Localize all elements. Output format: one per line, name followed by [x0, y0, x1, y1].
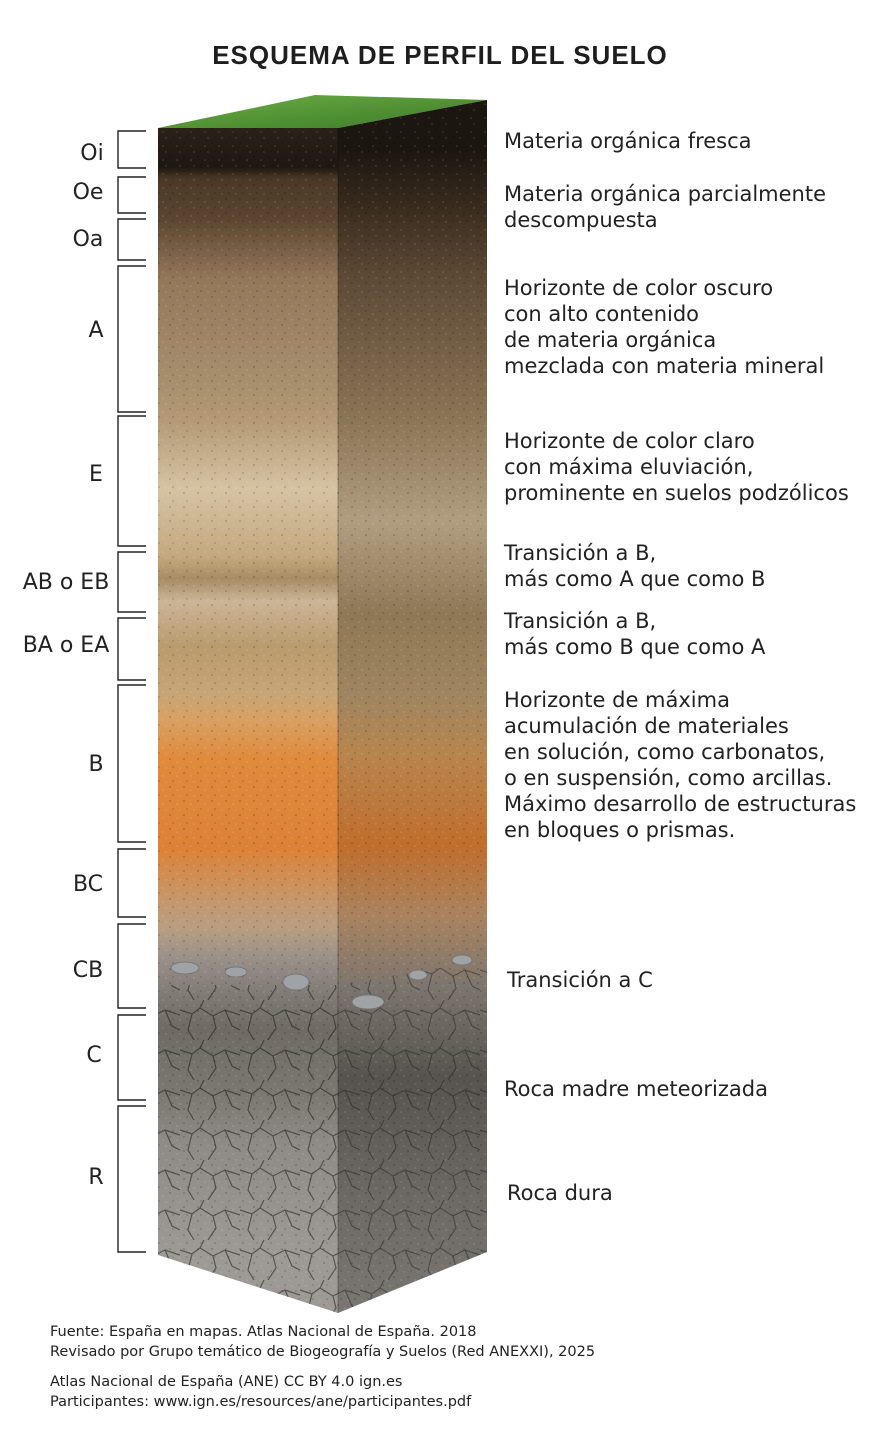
- horizon-code-a: A: [88, 318, 104, 343]
- description-line: en solución, como carbonatos,: [504, 740, 826, 764]
- description-line: Máximo desarrollo de estructuras: [504, 792, 857, 816]
- horizon-code-oa: Oa: [72, 227, 104, 252]
- description-line: Horizonte de máxima: [504, 688, 730, 712]
- credits-source: Fuente: España en mapas. Atlas Nacional de España. 2018: [50, 1324, 477, 1340]
- description-line: más como A que como B: [504, 567, 766, 591]
- credits-participants: Participantes: www.ign.es/resources/ane/participantes.pdf: [50, 1394, 472, 1410]
- description-line: Horizonte de color oscuro: [504, 276, 774, 300]
- bracket-ba-o-ea: [118, 618, 146, 680]
- credits-license: Atlas Nacional de España (ANE) CC BY 4.0 ign.es: [50, 1374, 403, 1390]
- horizon-code-ba-ea: BA o EA: [22, 633, 110, 658]
- description-e: [504, 428, 874, 506]
- description-ab-eb: [504, 540, 874, 592]
- description-line: con máxima eluviación,: [504, 455, 754, 479]
- horizon-code-oe: Oe: [72, 180, 104, 205]
- horizon-code-bc: BC: [72, 872, 104, 897]
- horizon-code-c: C: [86, 1043, 102, 1068]
- description-line: Transición a C: [507, 968, 653, 992]
- description-line: Transición a B,: [504, 541, 657, 565]
- credits: [50, 1322, 595, 1412]
- description-line: prominente en suelos podzólicos: [504, 481, 849, 505]
- description-b: [504, 687, 874, 843]
- description-c: [504, 1076, 874, 1102]
- horizon-brackets: [118, 131, 146, 1252]
- description-a: [504, 275, 874, 379]
- description-oe: [504, 181, 874, 233]
- description-line: acumulación de materiales: [504, 714, 789, 738]
- description-line: Transición a B,: [504, 609, 657, 633]
- bracket-ab-o-eb: [118, 552, 146, 612]
- description-line: Horizonte de color claro: [504, 429, 755, 453]
- horizon-code-ab-eb: AB o EB: [22, 570, 110, 595]
- description-line: Materia orgánica fresca: [504, 129, 752, 153]
- description-line: Roca madre meteorizada: [504, 1077, 768, 1101]
- description-line: Materia orgánica parcialmente: [504, 182, 826, 206]
- description-line: o en suspensión, como arcillas.: [504, 766, 833, 790]
- horizon-code-r: R: [88, 1165, 104, 1190]
- description-line: descompuesta: [504, 208, 658, 232]
- description-line: con alto contenido: [504, 302, 700, 326]
- description-line: en bloques o prismas.: [504, 818, 736, 842]
- description-ba-ea: [504, 608, 874, 660]
- description-line: más como B que como A: [504, 635, 766, 659]
- horizon-code-oi: Oi: [80, 141, 104, 166]
- description-line: de materia orgánica: [504, 328, 717, 352]
- description-cb: [507, 967, 877, 993]
- horizon-code-cb: CB: [72, 958, 104, 983]
- horizon-code-b: B: [88, 752, 104, 777]
- horizon-code-e: E: [89, 462, 103, 487]
- description-r: [507, 1180, 877, 1206]
- description-line: mezclada con materia mineral: [504, 354, 825, 378]
- description-oi: [504, 128, 874, 154]
- page-title: ESQUEMA DE PERFIL DEL SUELO: [212, 40, 668, 70]
- credits-revised: Revisado por Grupo temático de Biogeografía y Suelos (Red ANEXXI), 2025: [50, 1344, 596, 1360]
- description-line: Roca dura: [507, 1181, 613, 1205]
